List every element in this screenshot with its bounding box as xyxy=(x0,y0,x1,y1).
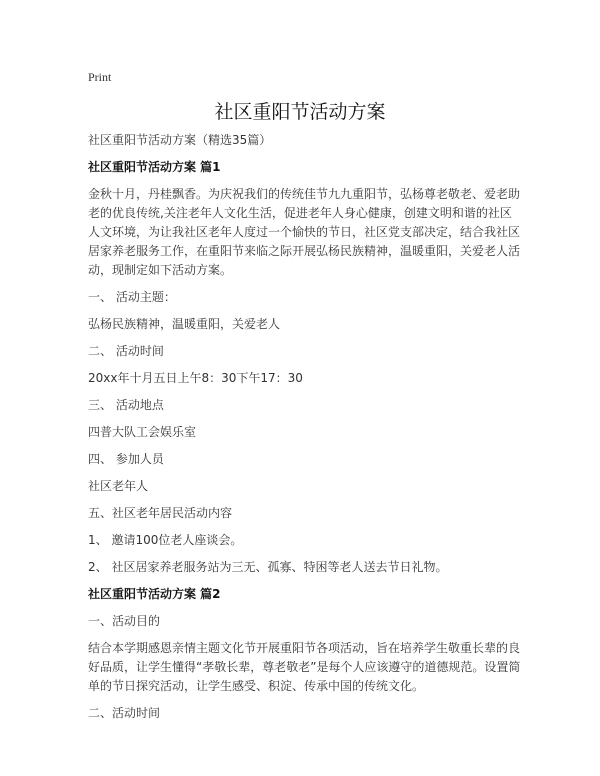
text-line: 居家养老服务工作，在重阳节来临之际开展弘杨民族精神，温暖重阳，关爱老人活 xyxy=(88,244,521,258)
paragraph xyxy=(88,450,528,469)
paragraph xyxy=(88,477,528,496)
text-line: 一、 活动主题： xyxy=(88,290,176,304)
document-body xyxy=(88,131,528,731)
paragraph xyxy=(88,423,528,442)
text-line: 金秋十月，丹桂飘香。为庆祝我们的传统佳节九九重阳节，弘杨尊老敬老、爱老助 xyxy=(88,187,521,201)
paragraph xyxy=(88,504,528,523)
paragraph xyxy=(88,612,528,631)
text-line: 2、 社区居家养老服务站为三无、孤寡、特困等老人送去节日礼物。 xyxy=(88,560,448,574)
text-line: 单的节日探究活动，让学生感受、积淀、传承中国的传统文化。 xyxy=(88,679,425,693)
text-line: 好品质，让学生懂得“孝敬长辈，尊老敬老”是每个人应该遵守的道德规范。设置简 xyxy=(88,660,521,674)
document-title: 社区重阳节活动方案 xyxy=(214,101,386,123)
text-line: 二、 活动时间 xyxy=(88,344,164,358)
paragraph xyxy=(88,704,528,723)
text-line: 三、 活动地点 xyxy=(88,398,164,412)
text-line: 人文环境，为让我社区老年人度过一个愉快的节日，社区党支部决定，结合我社区 xyxy=(88,225,521,239)
paragraph xyxy=(88,531,528,550)
text-line: 动，现制定如下活动方案。 xyxy=(88,263,233,277)
text-line: 五、社区老年居民活动内容 xyxy=(88,506,233,520)
paragraph xyxy=(88,396,528,415)
paragraph xyxy=(88,342,528,361)
text-line: 结合本学期感恩亲情主题文化节开展重阳节各项活动，旨在培养学生敬重长辈的良 xyxy=(88,641,521,655)
text-line: 弘杨民族精神，温暖重阳，关爱老人 xyxy=(88,317,281,331)
paragraph xyxy=(88,315,528,334)
paragraph xyxy=(88,131,528,150)
text-line: 社区重阳节活动方案 篇2 xyxy=(88,587,221,601)
text-line: 四、 参加人员 xyxy=(88,452,164,466)
text-line: 社区重阳节活动方案（精选35篇） xyxy=(88,133,272,147)
paragraph xyxy=(88,369,528,388)
text-line: 1、 邀请100位老人座谈会。 xyxy=(88,533,243,547)
print-link[interactable]: Print xyxy=(88,70,112,84)
paragraph xyxy=(88,288,528,307)
text-line: 社区老年人 xyxy=(88,479,149,493)
section-heading xyxy=(88,158,528,177)
text-line: 社区重阳节活动方案 篇1 xyxy=(88,160,221,174)
text-line: 二、活动时间 xyxy=(88,706,161,720)
paragraph xyxy=(88,639,528,696)
paragraph xyxy=(88,558,528,577)
text-line: 一、活动目的 xyxy=(88,614,161,628)
text-line: 20xx年十月五日上午8：30下午17：30 xyxy=(88,371,303,385)
text-line: 老的优良传统,关注老年人文化生活，促进老年人身心健康，创建文明和谐的社区 xyxy=(88,206,512,220)
paragraph xyxy=(88,185,528,280)
section-heading xyxy=(88,585,528,604)
text-line: 四普大队工会娱乐室 xyxy=(88,425,197,439)
